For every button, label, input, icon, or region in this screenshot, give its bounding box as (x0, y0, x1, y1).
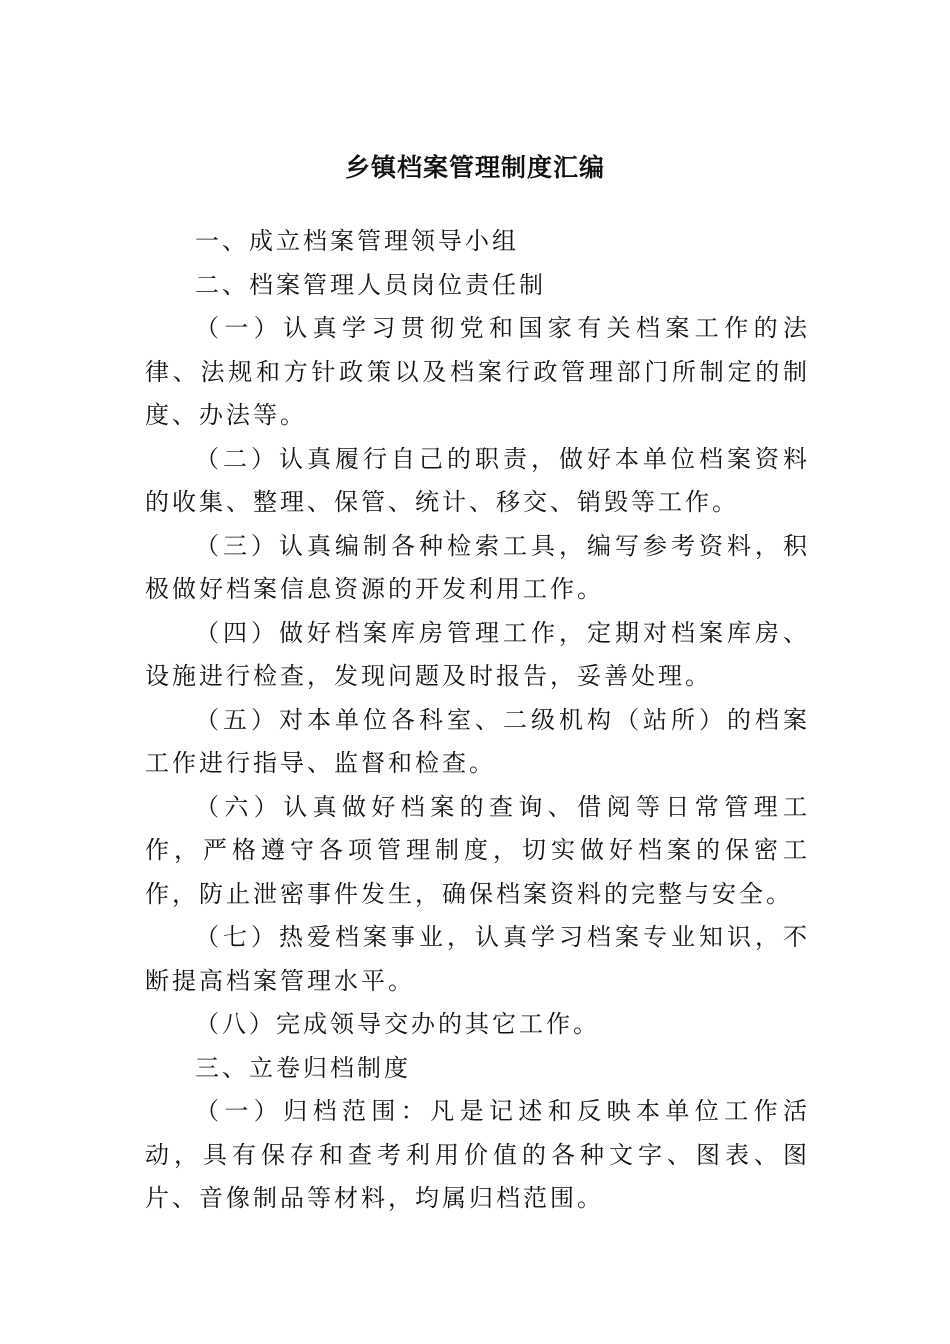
duty-item-3: （三）认真编制各种检索工具，编写参考资料，积极做好档案信息资源的开发利用工作。 (145, 531, 810, 603)
duty-item-7: （七）热爱档案事业，认真学习档案专业知识，不断提高档案管理水平。 (145, 923, 810, 995)
section-heading-2: 二、档案管理人员岗位责任制 (195, 270, 546, 299)
document-body (145, 220, 810, 1221)
duty-item-8: （八）完成领导交办的其它工作。 (195, 1010, 600, 1038)
duty-item-2: （二）认真履行自己的职责，做好本单位档案资料的收集、整理、保管、统计、移交、销毁等工作。 (145, 444, 810, 516)
filing-item-1: （一）归档范围：凡是记述和反映本单位工作活动，具有保存和查考利用价值的各种文字、图表、图片、音像制品等材料，均属归档范围。 (145, 1097, 810, 1212)
duty-item-4: （四）做好档案库房管理工作，定期对档案库房、设施进行检查，发现问题及时报告，妥善处理。 (145, 618, 810, 690)
duty-item-1: （一）认真学习贯彻党和国家有关档案工作的法律、法规和方针政策以及档案行政管理部门所制定的制度、办法等。 (145, 314, 810, 429)
section-heading-1: 一、成立档案管理领导小组 (195, 227, 519, 255)
document-title: 乡镇档案管理制度汇编 (344, 153, 605, 182)
section-heading-3: 三、立卷归档制度 (195, 1053, 411, 1082)
duty-item-5: （五）对本单位各科室、二级机构（站所）的档案工作进行指导、监督和检查。 (145, 705, 810, 777)
duty-item-6: （六）认真做好档案的查询、借阅等日常管理工作，严格遵守各项管理制度，切实做好档案的保密工作，防止泄密事件发生，确保档案资料的完整与安全。 (145, 792, 810, 908)
